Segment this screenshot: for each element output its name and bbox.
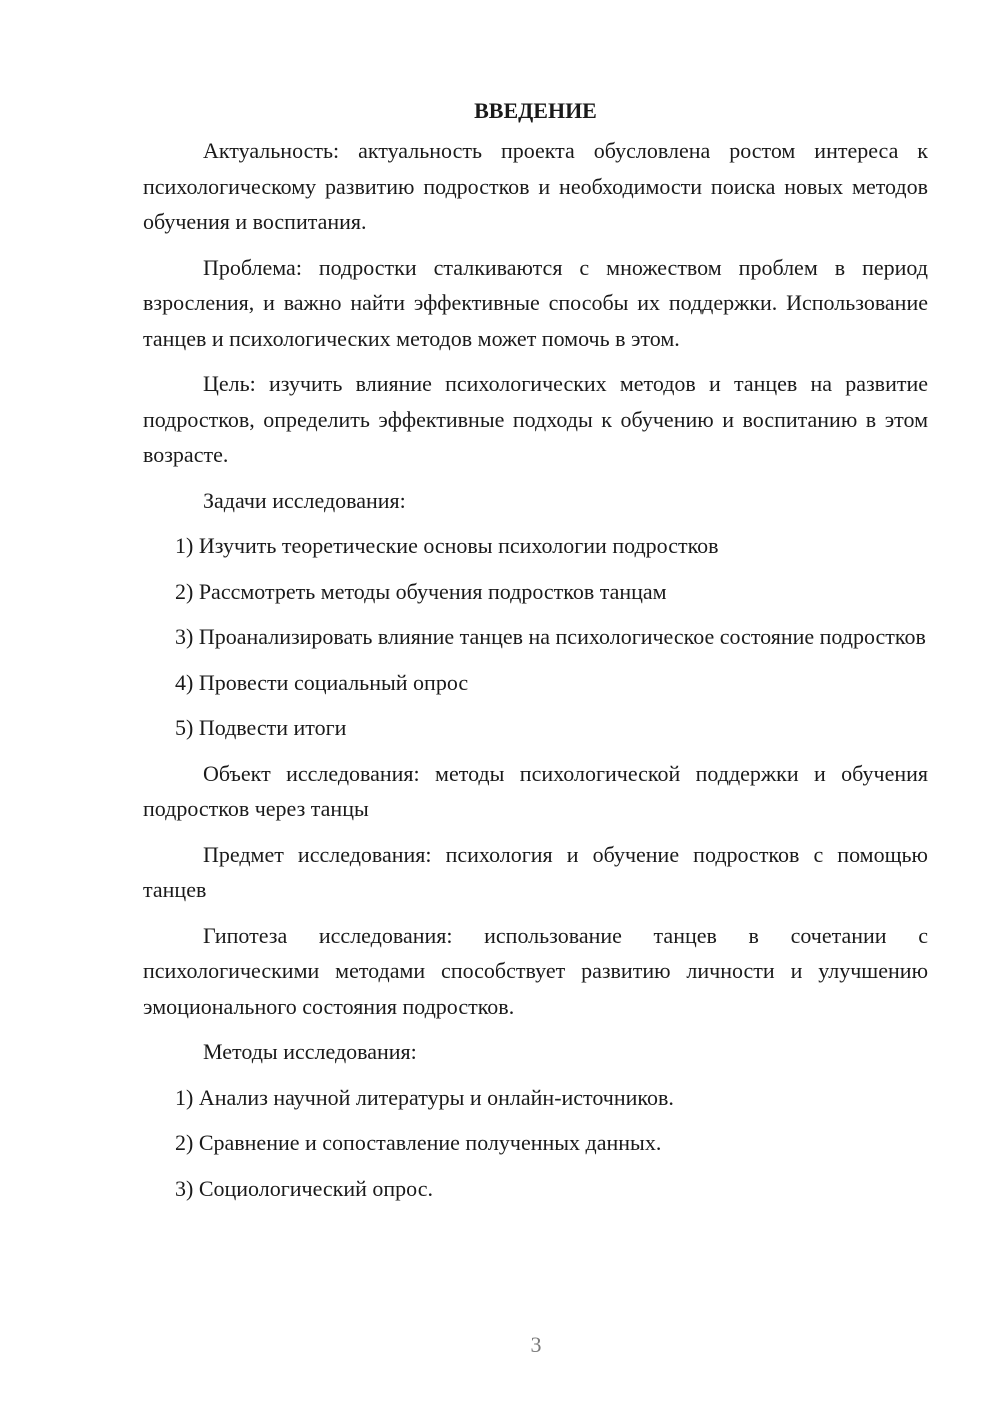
goal-paragraph: Цель: изучить влияние психологических методов и танцев на развитие подростков, определить эффективные подходы к обучению и воспитанию в этом возрасте. [143, 371, 928, 467]
subject-paragraph: Предмет исследования: психология и обучение подростков с помощью танцев [143, 841, 928, 902]
task-item: 5) Подвести итоги [175, 715, 347, 740]
method-item: 1) Анализ научной литературы и онлайн-источников. [175, 1084, 674, 1110]
task-item: 2) Рассмотреть методы обучения подростков танцам [175, 578, 667, 604]
task-item: 3) Проанализировать влияние танцев на психологическое состояние подростков [175, 624, 926, 649]
task-item: 1) Изучить теоретические основы психологии подростков [175, 533, 719, 558]
hypothesis-paragraph: Гипотеза исследования: использование танцев в сочетании с психологическими методами способствует развитию личности и улучшению эмоционального состояния подростков. [143, 922, 928, 1019]
section-heading: ВВЕДЕНИЕ [474, 98, 597, 123]
task-item: 4) Провести социальный опрос [175, 669, 469, 695]
method-item: 2) Сравнение и сопоставление полученных данных. [175, 1130, 662, 1155]
document-body [143, 93, 928, 1216]
tasks-title: Задачи исследования: [203, 487, 406, 513]
object-paragraph: Объект исследования: методы психологической поддержки и обучения подростков через танцы [143, 760, 928, 821]
relevance-paragraph: Актуальность: актуальность проекта обусловлена ростом интереса к психологическому развитию подростков и необходимости поиска новых методов обучения и воспитания. [143, 138, 928, 234]
page-number: 3 [530, 1332, 542, 1357]
problem-paragraph: Проблема: подростки сталкиваются с множеством проблем в период взросления, и важно найти эффективные способы их поддержки. Использование танцев и психологических методов может помочь в этом. [143, 254, 928, 351]
methods-title: Методы исследования: [203, 1039, 417, 1064]
method-item: 3) Социологический опрос. [175, 1175, 433, 1201]
